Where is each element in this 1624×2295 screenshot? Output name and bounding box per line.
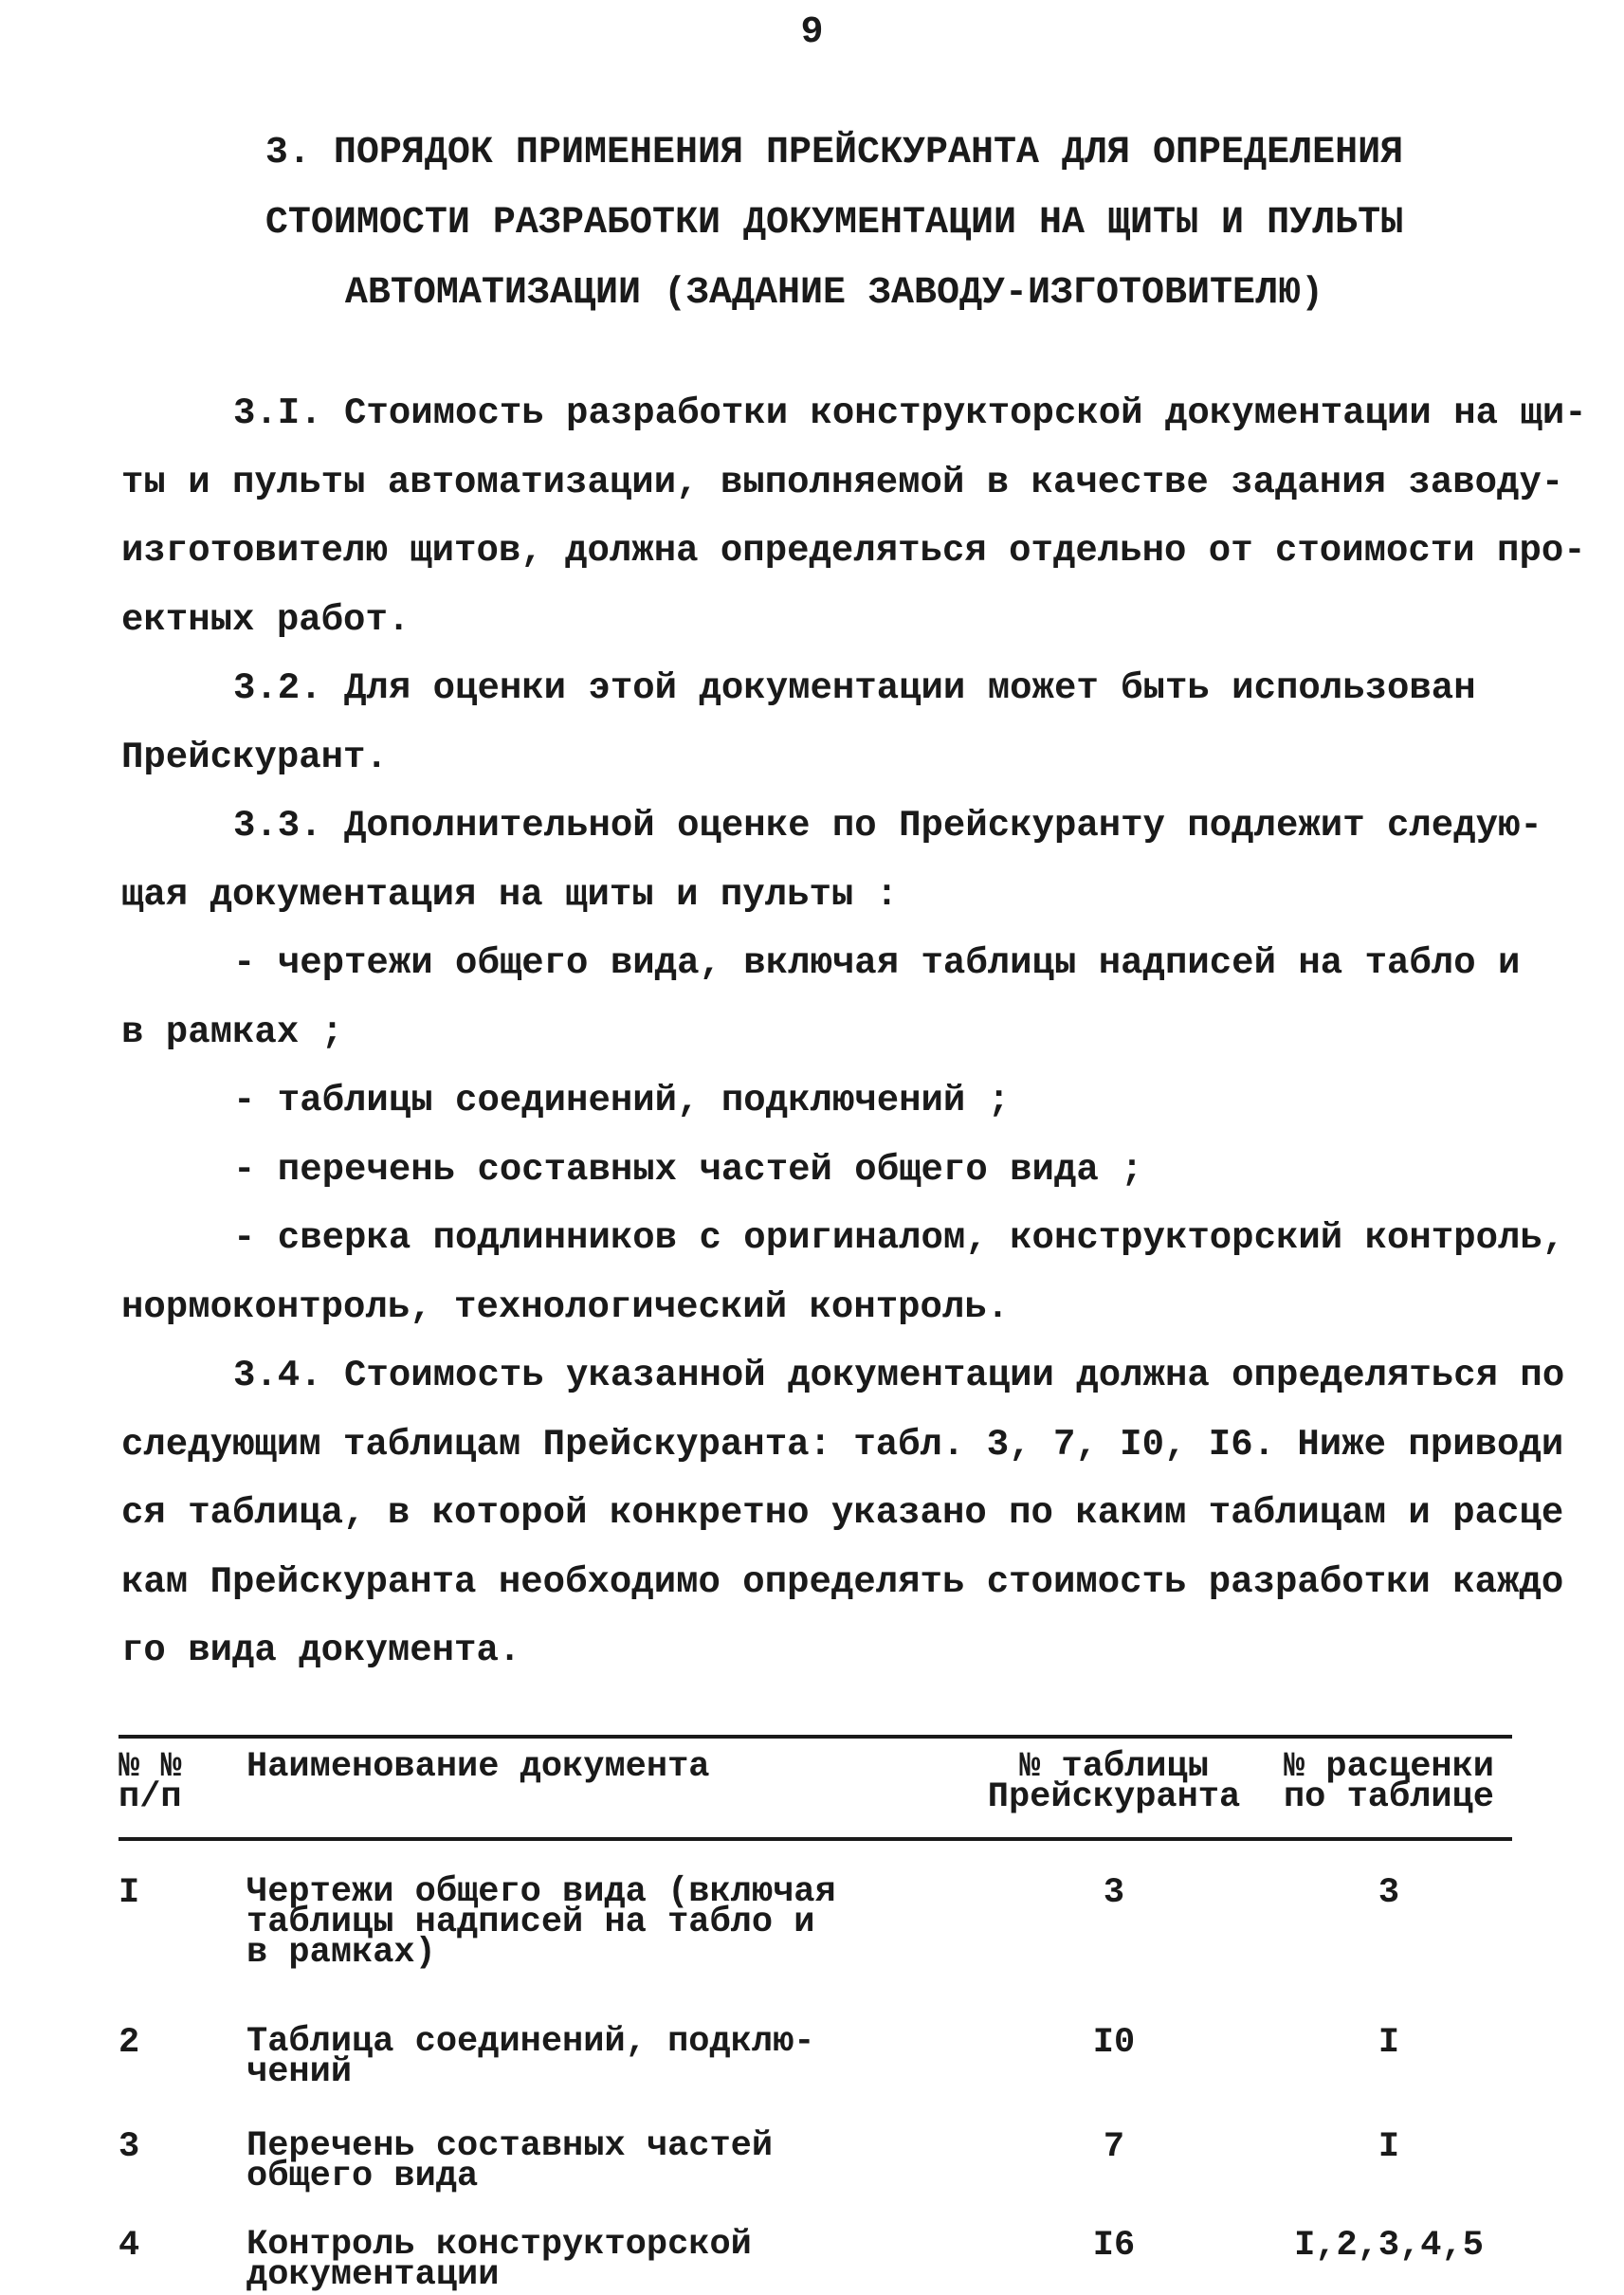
text-line: щая документация на щиты и пульты : [121, 873, 899, 916]
row-num: 3 [119, 2127, 140, 2167]
heading-line: АВТОМАТИЗАЦИИ (ЗАДАНИЕ ЗАВОДУ-ИЗГОТОВИТЕЛЮ) [344, 272, 1324, 315]
name-line: Чертежи общего вида (включая [246, 1872, 836, 1912]
paragraph-3-4 [121, 1341, 1565, 1685]
list-item: - сверка подлинников с оригиналом, конструкторский контроль, [233, 1217, 1565, 1259]
header-name [246, 1747, 929, 1787]
text-line: ектных работ. [121, 598, 411, 641]
body-text [121, 379, 1587, 1685]
header-table-no [953, 1747, 1275, 1817]
header-line: № расценки [1283, 1747, 1495, 1787]
text-line: изготовителю щитов, должна определяться отдельно от стоимости про- [121, 530, 1586, 572]
header-line: № № [119, 1747, 182, 1787]
list-item: - таблицы соединений, подключений ; [233, 1080, 1011, 1121]
list-item-continuation: в рамках ; [121, 1011, 344, 1053]
table-top-rule [119, 1735, 1512, 1739]
text-line: Прейскурант. [121, 736, 388, 778]
name-line: чений [246, 2052, 353, 2092]
list-item-continuation: нормоконтроль, технологический контроль. [121, 1285, 1010, 1328]
row-num: I [119, 1873, 140, 1913]
text-line: кам Прейскуранта необходимо определять стоимость разработки каждо [121, 1560, 1564, 1603]
header-line: Наименование документа [246, 1747, 710, 1787]
text-line: ты и пульты автоматизации, выполняемой в качестве задания заводу- [121, 461, 1564, 503]
page-number: 9 [800, 11, 824, 54]
row-name [246, 2022, 929, 2092]
name-line: Таблица соединений, подклю- [246, 2022, 815, 2062]
name-line: общего вида [246, 2157, 479, 2196]
row-num: 2 [119, 2023, 140, 2063]
document-list [121, 929, 1565, 1341]
row-num: 4 [119, 2226, 140, 2266]
header-line: п/п [119, 1777, 182, 1817]
row-rate-no: 3 [1378, 1873, 1400, 1913]
paragraph-3-1 [121, 379, 1587, 654]
row-name [246, 1872, 929, 1973]
name-line: Контроль конструкторской [246, 2225, 752, 2265]
row-table-no: I0 [1092, 2023, 1136, 2063]
row-name [246, 2126, 929, 2196]
text-line: 3.2. Для оценки этой документации может быть использован [233, 667, 1476, 709]
row-table-no: 3 [1103, 1873, 1125, 1913]
row-table-no: I6 [1092, 2226, 1136, 2266]
name-line: таблицы надписей на табло и [246, 1903, 815, 1942]
header-line: по таблице [1283, 1777, 1495, 1817]
name-line: Перечень составных частей [246, 2126, 774, 2166]
heading-line: СТОИМОСТИ РАЗРАБОТКИ ДОКУМЕНТАЦИИ НА ЩИТЫ И ПУЛЬТЫ [265, 202, 1404, 245]
header-num [119, 1747, 223, 1817]
section-heading [161, 118, 1507, 329]
list-item: - чертежи общего вида, включая таблицы надписей на табло и [233, 942, 1521, 984]
paragraph-3-2 [121, 654, 1524, 792]
text-line: 3.4. Стоимость указанной документации должна определяться по [233, 1355, 1565, 1396]
row-rate-no: I [1378, 2023, 1400, 2063]
name-line: документации [246, 2255, 500, 2295]
header-rate-no [1266, 1747, 1512, 1817]
row-name [246, 2225, 929, 2295]
header-line: Прейскуранта [987, 1777, 1241, 1817]
text-line: 3.3. Дополнительной оценке по Прейскуранту подлежит следую- [233, 805, 1542, 847]
header-line: № таблицы [1019, 1747, 1209, 1787]
table-header-rule [119, 1837, 1512, 1841]
text-line: 3.I. Стоимость разработки конструкторской документации на щи- [233, 392, 1587, 434]
text-line: следующим таблицам Прейскуранта: табл. 3, 7, I0, I6. Ниже приводи [121, 1423, 1564, 1466]
row-rate-no: I,2,3,4,5 [1294, 2226, 1484, 2266]
text-line: ся таблица, в которой конкретно указано по каким таблицам и расце [121, 1492, 1564, 1534]
list-item: - перечень составных частей общего вида ; [233, 1148, 1143, 1191]
row-table-no: 7 [1103, 2127, 1125, 2167]
heading-line: 3. ПОРЯДОК ПРИМЕНЕНИЯ ПРЕЙСКУРАНТА ДЛЯ ОПРЕДЕЛЕНИЯ [265, 132, 1404, 174]
row-rate-no: I [1378, 2127, 1400, 2167]
paragraph-3-3 [121, 792, 1542, 929]
text-line: го вида документа. [121, 1630, 521, 1671]
name-line: в рамках) [246, 1933, 436, 1973]
